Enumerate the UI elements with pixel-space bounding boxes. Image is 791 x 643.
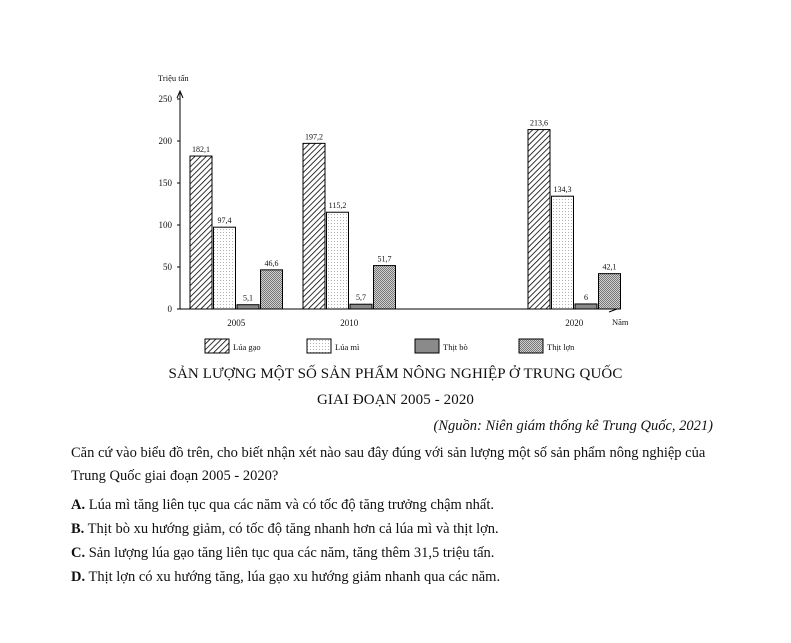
option-a[interactable] [71, 494, 731, 517]
x-tick-label: 2010 [340, 318, 359, 328]
bar-thit-lon [261, 270, 283, 309]
data-label: 97,4 [217, 216, 232, 226]
data-label: 213,6 [530, 118, 548, 128]
y-tick-label: 200 [158, 136, 172, 146]
x-tick-label: 2005 [227, 318, 246, 328]
data-label: 197,2 [305, 132, 323, 142]
option-d-label: D. [71, 569, 86, 585]
legend-label: Lúa gạo [233, 342, 261, 352]
option-c[interactable] [71, 542, 731, 565]
bar-lua-gao [190, 156, 212, 309]
chart-caption-period: GIAI ĐOẠN 2005 - 2020 [316, 392, 475, 408]
y-tick-label: 0 [167, 304, 172, 314]
bar-lua-mi [552, 196, 574, 309]
bar-lua-gao [528, 130, 550, 309]
option-d-text: Thịt lợn có xu hướng tăng, lúa gạo xu hướng giảm nhanh qua các năm. [85, 569, 501, 585]
bar-thit-bo [237, 305, 259, 309]
bars-group [190, 119, 621, 328]
bar-thit-bo [350, 304, 372, 309]
data-label: 134,3 [553, 185, 572, 195]
option-d[interactable] [71, 566, 731, 589]
data-label: 51,7 [377, 254, 392, 264]
chart-source-note: (Nguồn: Niên giám thống kê Trung Quốc, 2021) [433, 418, 713, 434]
legend-swatch [415, 339, 439, 353]
legend-label: Thịt bò [443, 342, 468, 352]
option-b-label: B. [71, 521, 85, 537]
bar-thit-lon [374, 266, 396, 309]
legend-label: Thịt lợn [547, 342, 575, 352]
data-label: 6 [584, 292, 588, 302]
option-a-text: Lúa mì tăng liên tục qua các năm và có tốc độ tăng trưởng chậm nhất. [85, 497, 495, 513]
legend [205, 339, 575, 353]
bar-lua-mi [214, 227, 236, 309]
bar-thit-lon [599, 274, 621, 309]
x-tick-label: 2020 [565, 318, 584, 328]
bar-thit-bo [575, 304, 597, 309]
legend-label: Lúa mì [335, 342, 360, 352]
data-label: 5,1 [243, 293, 253, 303]
bar-lua-mi [327, 212, 349, 309]
y-tick-label: 250 [158, 94, 172, 104]
bar-lua-gao [303, 143, 325, 309]
chart-caption-title: SẢN LƯỢNG MỘT SỐ SẢN PHẨM NÔNG NGHIỆP Ở TRUNG QUỐC [168, 366, 623, 382]
option-a-label: A. [71, 497, 86, 513]
x-axis-unit-label: Năm [612, 317, 629, 327]
y-tick-label: 100 [158, 220, 172, 230]
y-tick-label: 150 [158, 178, 172, 188]
data-label: 46,6 [264, 258, 279, 268]
option-b-text: Thịt bò xu hướng giảm, có tốc độ tăng nhanh hơn cả lúa mì và thịt lợn. [84, 521, 499, 537]
option-c-label: C. [71, 545, 86, 561]
y-axis-unit-label: Triệu tấn [158, 73, 189, 83]
option-b[interactable] [71, 518, 731, 541]
data-label: 42,1 [602, 262, 617, 272]
data-label: 5,7 [356, 293, 366, 303]
data-label: 182,1 [192, 145, 210, 155]
question-text: Căn cứ vào biểu đồ trên, cho biết nhận xét nào sau đây đúng với sản lượng một số sản phẩm nông nghiệp của Trung Quốc giai đoạn 2005 - 2020? [71, 445, 706, 484]
legend-swatch [205, 339, 229, 353]
option-c-text: Sản lượng lúa gạo tăng liên tục qua các năm, tăng thêm 31,5 triệu tấn. [85, 545, 495, 561]
legend-swatch [519, 339, 543, 353]
data-label: 115,2 [328, 201, 347, 211]
legend-swatch [307, 339, 331, 353]
y-tick-label: 50 [163, 262, 172, 272]
